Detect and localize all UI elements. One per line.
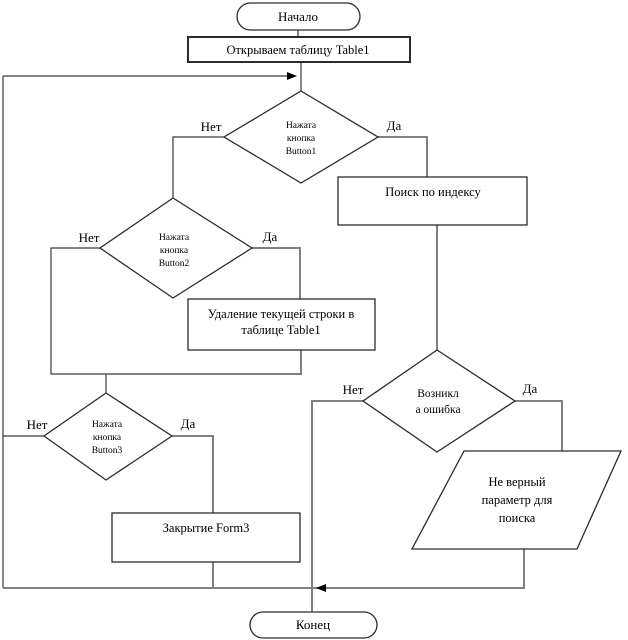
process-delete-row bbox=[188, 299, 375, 350]
decision-button3-line3: Button3 bbox=[91, 446, 123, 456]
process-index-search-label: Поиск по индексу bbox=[385, 185, 481, 199]
process-open-table-label: Открываем таблицу Table1 bbox=[226, 43, 370, 57]
io-invalid-param-line3: поиска bbox=[498, 511, 536, 525]
connector-button2-yes bbox=[252, 248, 300, 299]
branch-no-button2: Нет bbox=[78, 230, 100, 245]
connector-button3-yes bbox=[172, 436, 213, 513]
terminal-end bbox=[250, 612, 377, 638]
connector-delete-row-exit bbox=[106, 350, 301, 374]
branch-yes-button2: Да bbox=[262, 229, 278, 244]
connector-button1-yes bbox=[378, 137, 427, 177]
process-open-table bbox=[188, 37, 410, 62]
branch-yes-button1: Да bbox=[386, 118, 402, 133]
decision-button1-line3: Button1 bbox=[285, 147, 317, 157]
io-invalid-param-line1: Не верный bbox=[488, 475, 546, 489]
decision-error-line2: а ошибка bbox=[415, 404, 461, 416]
decision-button2-line2: кнопка bbox=[159, 246, 189, 256]
decision-button2 bbox=[79, 198, 278, 298]
process-delete-row-line1: Удаление текущей строки в bbox=[207, 307, 355, 321]
arrowhead-left-icon bbox=[316, 584, 326, 592]
branch-no-button3: Нет bbox=[26, 417, 48, 432]
process-close-form-label: Закрытие Form3 bbox=[162, 521, 250, 535]
terminal-start-label: Начало bbox=[277, 9, 319, 24]
connector-error-no bbox=[312, 401, 363, 612]
branch-no-button1: Нет bbox=[200, 119, 222, 134]
connector-button1-no bbox=[173, 137, 224, 198]
io-invalid-param-line2: параметр для bbox=[481, 493, 553, 507]
connector-error-yes bbox=[515, 401, 562, 451]
io-invalid-param bbox=[412, 451, 621, 549]
decision-error-line1: Возникл bbox=[417, 388, 459, 400]
branch-yes-button3: Да bbox=[180, 416, 196, 431]
decision-button1-line2: кнопка bbox=[286, 134, 316, 144]
decision-button1-line1: Нажата bbox=[285, 121, 317, 131]
branch-no-error: Нет bbox=[342, 382, 364, 397]
decision-button3 bbox=[27, 393, 196, 480]
branch-yes-error: Да bbox=[522, 381, 538, 396]
decision-button3-line1: Нажата bbox=[91, 420, 123, 430]
decision-error bbox=[343, 350, 538, 452]
arrowhead-right-icon bbox=[287, 72, 297, 80]
connector-button2-no bbox=[51, 248, 106, 393]
decision-button2-line1: Нажата bbox=[158, 233, 190, 243]
decision-button3-line2: кнопка bbox=[92, 433, 122, 443]
terminal-start bbox=[237, 3, 360, 30]
process-delete-row-line2: таблице Table1 bbox=[241, 323, 321, 337]
terminal-end-label: Конец bbox=[295, 617, 331, 632]
process-index-search bbox=[338, 177, 527, 225]
decision-button1 bbox=[201, 91, 402, 183]
decision-button2-line3: Button2 bbox=[158, 259, 190, 269]
decision-error-shape bbox=[363, 350, 515, 452]
process-close-form bbox=[112, 513, 300, 562]
